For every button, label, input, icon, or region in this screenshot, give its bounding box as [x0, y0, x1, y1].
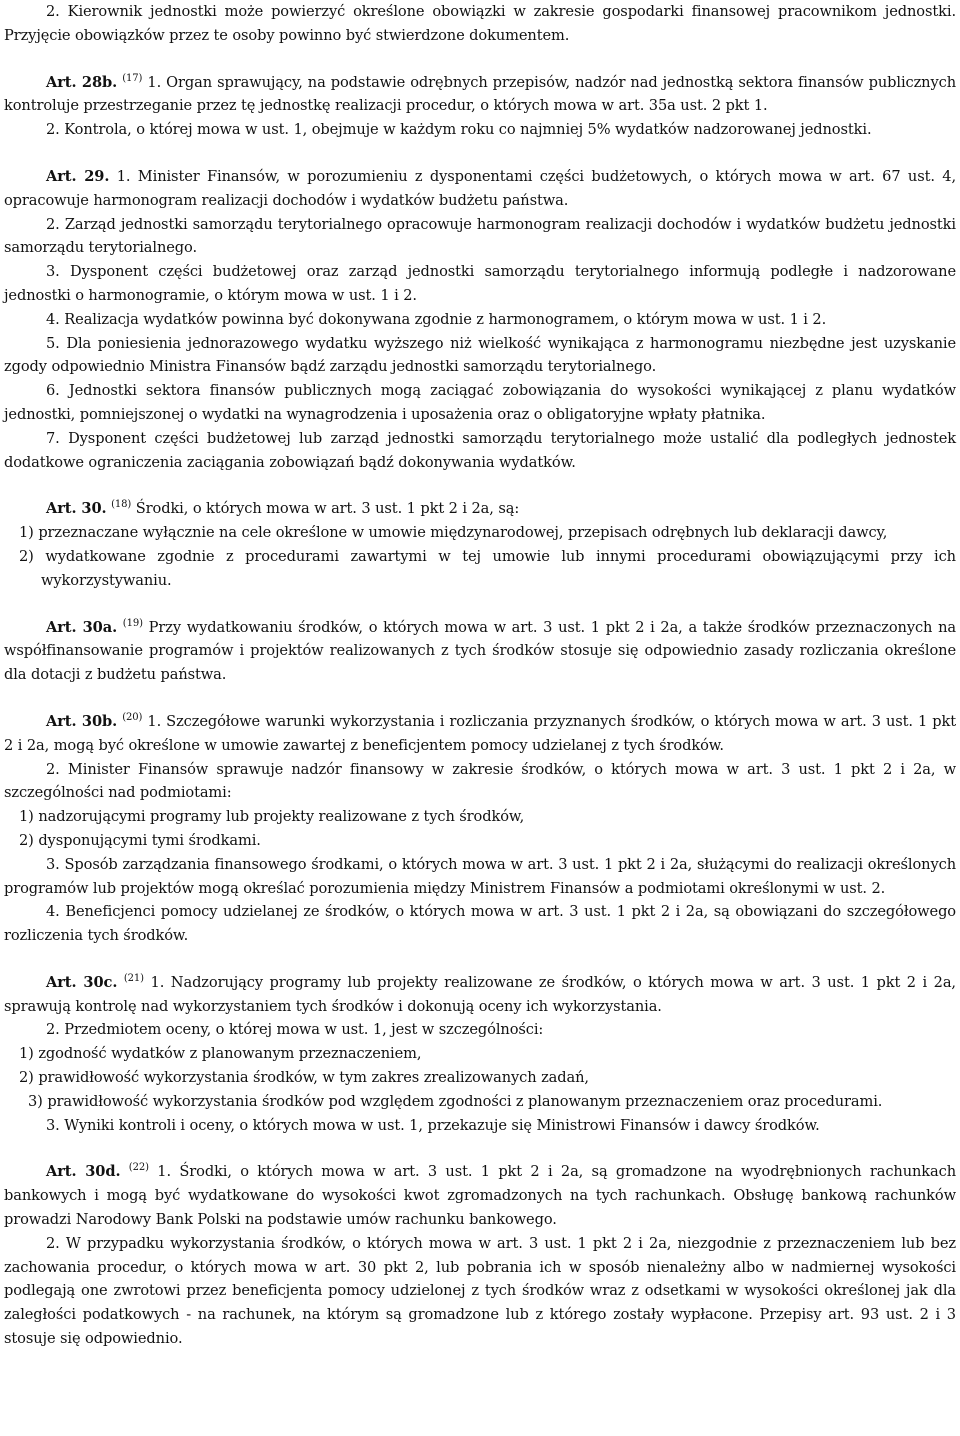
art30b-p4: 4. Beneficjenci pomocy udzielanej ze środków, o których mowa w art. 3 ust. 1 pkt 2 i 2a, są obowiązani do szczegółowego rozliczenia tych środków. [4, 903, 956, 945]
art30a-text: Art. 30a. $^{(19)}$ Przy wydatkowaniu środków, o których mowa w art. 3 ust. 1 pkt 2 i 2a, a także środków przeznaczonych na współfinansowanie programów i projektów realizowanych z tych środków stosuje się odpowiednio zasady rozliczania określone dla dotacji z budżetu państwa. [4, 617, 956, 684]
art30c-p3: 3. Wyniki kontroli i oceny, o których mowa w ust. 1, przekazuje się Ministrowi Finansów i dawcy środków. [46, 1116, 820, 1134]
art29-p5: 5. Dla poniesienia jednorazowego wydatku wyższego niż wielkość wynikająca z harmonogramu niezbędne jest uzyskanie zgody odpowiednio Ministra Finansów bądź zarządu jednostki samorządu terytorialnego. [4, 334, 956, 376]
list-item: 1) nadzorującymi programy lub projekty realizowane z tych środków, [19, 808, 525, 826]
article-label: Art. 30a. [46, 618, 118, 636]
footnote-ref: (22) [128, 1162, 149, 1174]
art30c-p1: Art. 30c. $^{(21)}$ 1. Nadzorujący programy lub projekty realizowane ze środków, o których mowa w art. 3 ust. 1 pkt 2 i 2a, sprawują kontrolę nad wykorzystaniem tych środków i dokonują oceny ich wykorzystania. [4, 972, 956, 1015]
list-item: 1) przeznaczane wyłącznie na cele określone w umowie międzynarodowej, przepisach odrębnych lub deklaracji dawcy, [19, 524, 888, 542]
art28b-p1: Art. 28b. $^{(17)}$ 1. Organ sprawujący, na podstawie odrębnych przepisów, nadzór nad jednostką sektora finansów publicznych kontroluje przestrzeganie przez tę jednostkę realizacji procedur, o których mowa w art. 35a ust. 2 pkt 1. [4, 72, 956, 115]
art29-p1: Art. 29. 1. Minister Finansów, w porozumieniu z dysponentami części budżetowych, o których mowa w art. 67 ust. 4, opracowuje harmonogram realizacji dochodów i wydatków budżetu państwa. [4, 167, 956, 209]
art29-p2: 2. Zarząd jednostki samorządu terytorialnego opracowuje harmonogram realizacji dochodów i wydatków budżetu jednostki samorządu terytorialnego. [4, 215, 956, 257]
art29-p6: 6. Jednostki sektora finansów publicznych mogą zaciągać zobowiązania do wysokości wynikającej z planu wydatków jednostki, pomniejszonej o wydatki na wynagrodzenia i uposażenia oraz o obligatoryjne wpłaty płatnika. [4, 382, 956, 423]
article-label: Art. 30c. [46, 973, 118, 991]
article-label: Art. 30d. [46, 1163, 121, 1181]
art30c-p2: 2. Przedmiotem oceny, o której mowa w ust. 1, jest w szczególności: [46, 1021, 544, 1039]
art30-intro: Art. 30. $^{(18)}$ Środki, o których mowa w art. 3 ust. 1 pkt 2 i 2a, są: [46, 499, 520, 518]
list-item: 3) prawidłowość wykorzystania środków pod względem zgodności z planowanym przeznaczeniem oraz procedurami. [28, 1092, 883, 1110]
article-label: Art. 28b. [46, 73, 118, 91]
art30b-p1: Art. 30b. $^{(20)}$ 1. Szczegółowe warunki wykorzystania i rozliczania przyznanych środków, o których mowa w art. 3 ust. 1 pkt 2 i 2a, mogą być określone w umowie zawartej z beneficjentem pomocy udzielanej z tych środków. [4, 711, 957, 754]
footnote-ref: (17) [122, 72, 143, 84]
art29-p7: 7. Dysponent części budżetowej lub zarząd jednostki samorządu terytorialnego może ustalić dla podległych jednostek dodatkowe ograniczenia zaciągania zobowiązań bądź dokonywania wydatków. [4, 429, 956, 471]
footnote-ref: (21) [123, 972, 144, 984]
list-item: 2) prawidłowość wykorzystania środków, w tym zakres zrealizowanych zadań, [19, 1069, 589, 1087]
article-label: Art. 30b. [46, 712, 118, 730]
list-item: 2) wydatkowane zgodnie z procedurami zawartymi w tej umowie lub innymi procedurami obowiązującymi przy ich wykorzystywaniu. [19, 547, 956, 589]
footnote-ref: (19) [122, 617, 143, 629]
footnote-ref: (20) [122, 711, 143, 723]
art30d-p2: 2. W przypadku wykorzystania środków, o których mowa w art. 3 ust. 1 pkt 2 i 2a, niezgodnie z przeznaczeniem lub bez zachowania procedur, o których mowa w art. 30 pkt 2, lub pobrania ich w sposób nienależny albo w nadmiernej wysokości podlegają one zwrotowi przez beneficjenta pomocy udzielonej z tych środków wraz z odsetkami w wysokości określonej jak dla zaległości podatkowych - na rachunek, na którym są gromadzone lub z którego zostały wypłacone. Przepisy art. 93 ust. 2 i 3 stosuje się odpowiednio. [4, 1234, 956, 1348]
article-label: Art. 30. [46, 500, 107, 518]
art30b-p2: 2. Minister Finansów sprawuje nadzór finansowy w zakresie środków, o których mowa w art. 3 ust. 1 pkt 2 i 2a, w szczególności nad podmiotami: [4, 760, 956, 802]
footnote-ref: (18) [111, 499, 132, 511]
list-item: 2) dysponującymi tymi środkami. [19, 831, 261, 849]
art28a-p2: 2. Kierownik jednostki może powierzyć określone obowiązki w zakresie gospodarki finansowej pracownikom jednostki. Przyjęcie obowiązków przez te osoby powinno być stwierdzone dokumentem. [4, 3, 956, 44]
art30d-p1: Art. 30d. $^{(22)}$ 1. Środki, o których mowa w art. 3 ust. 1 pkt 2 i 2a, są gromadzone na wyodrębnionych rachunkach bankowych i mogą być wydatkowane do wysokości kwot zgromadzonych na tych rachunkach. Obsługę bankową rachunków prowadzi Narodowy Bank Polski na podstawie umów rachunku bankowego. [4, 1162, 957, 1229]
art29-p4: 4. Realizacja wydatków powinna być dokonywana zgodnie z harmonogramem, o którym mowa w ust. 1 i 2. [46, 310, 827, 328]
article-label: Art. 29. [46, 167, 110, 185]
art29-p3: 3. Dysponent części budżetowej oraz zarząd jednostki samorządu terytorialnego informują podległe i nadzorowane jednostki o harmonogramie, o którym mowa w ust. 1 i 2. [4, 263, 956, 304]
art28b-p2: 2. Kontrola, o której mowa w ust. 1, obejmuje w każdym roku co najmniej 5% wydatków nadzorowanej jednostki. [46, 121, 872, 139]
art30b-p3: 3. Sposób zarządzania finansowego środkami, o których mowa w art. 3 ust. 1 pkt 2 i 2a, służącymi do realizacji określonych programów lub projektów mogą określać porozumienia między Ministrem Finansów a podmiotami określonymi w ust. 2. [4, 855, 956, 897]
list-item: 1) zgodność wydatków z planowanym przeznaczeniem, [19, 1045, 422, 1063]
